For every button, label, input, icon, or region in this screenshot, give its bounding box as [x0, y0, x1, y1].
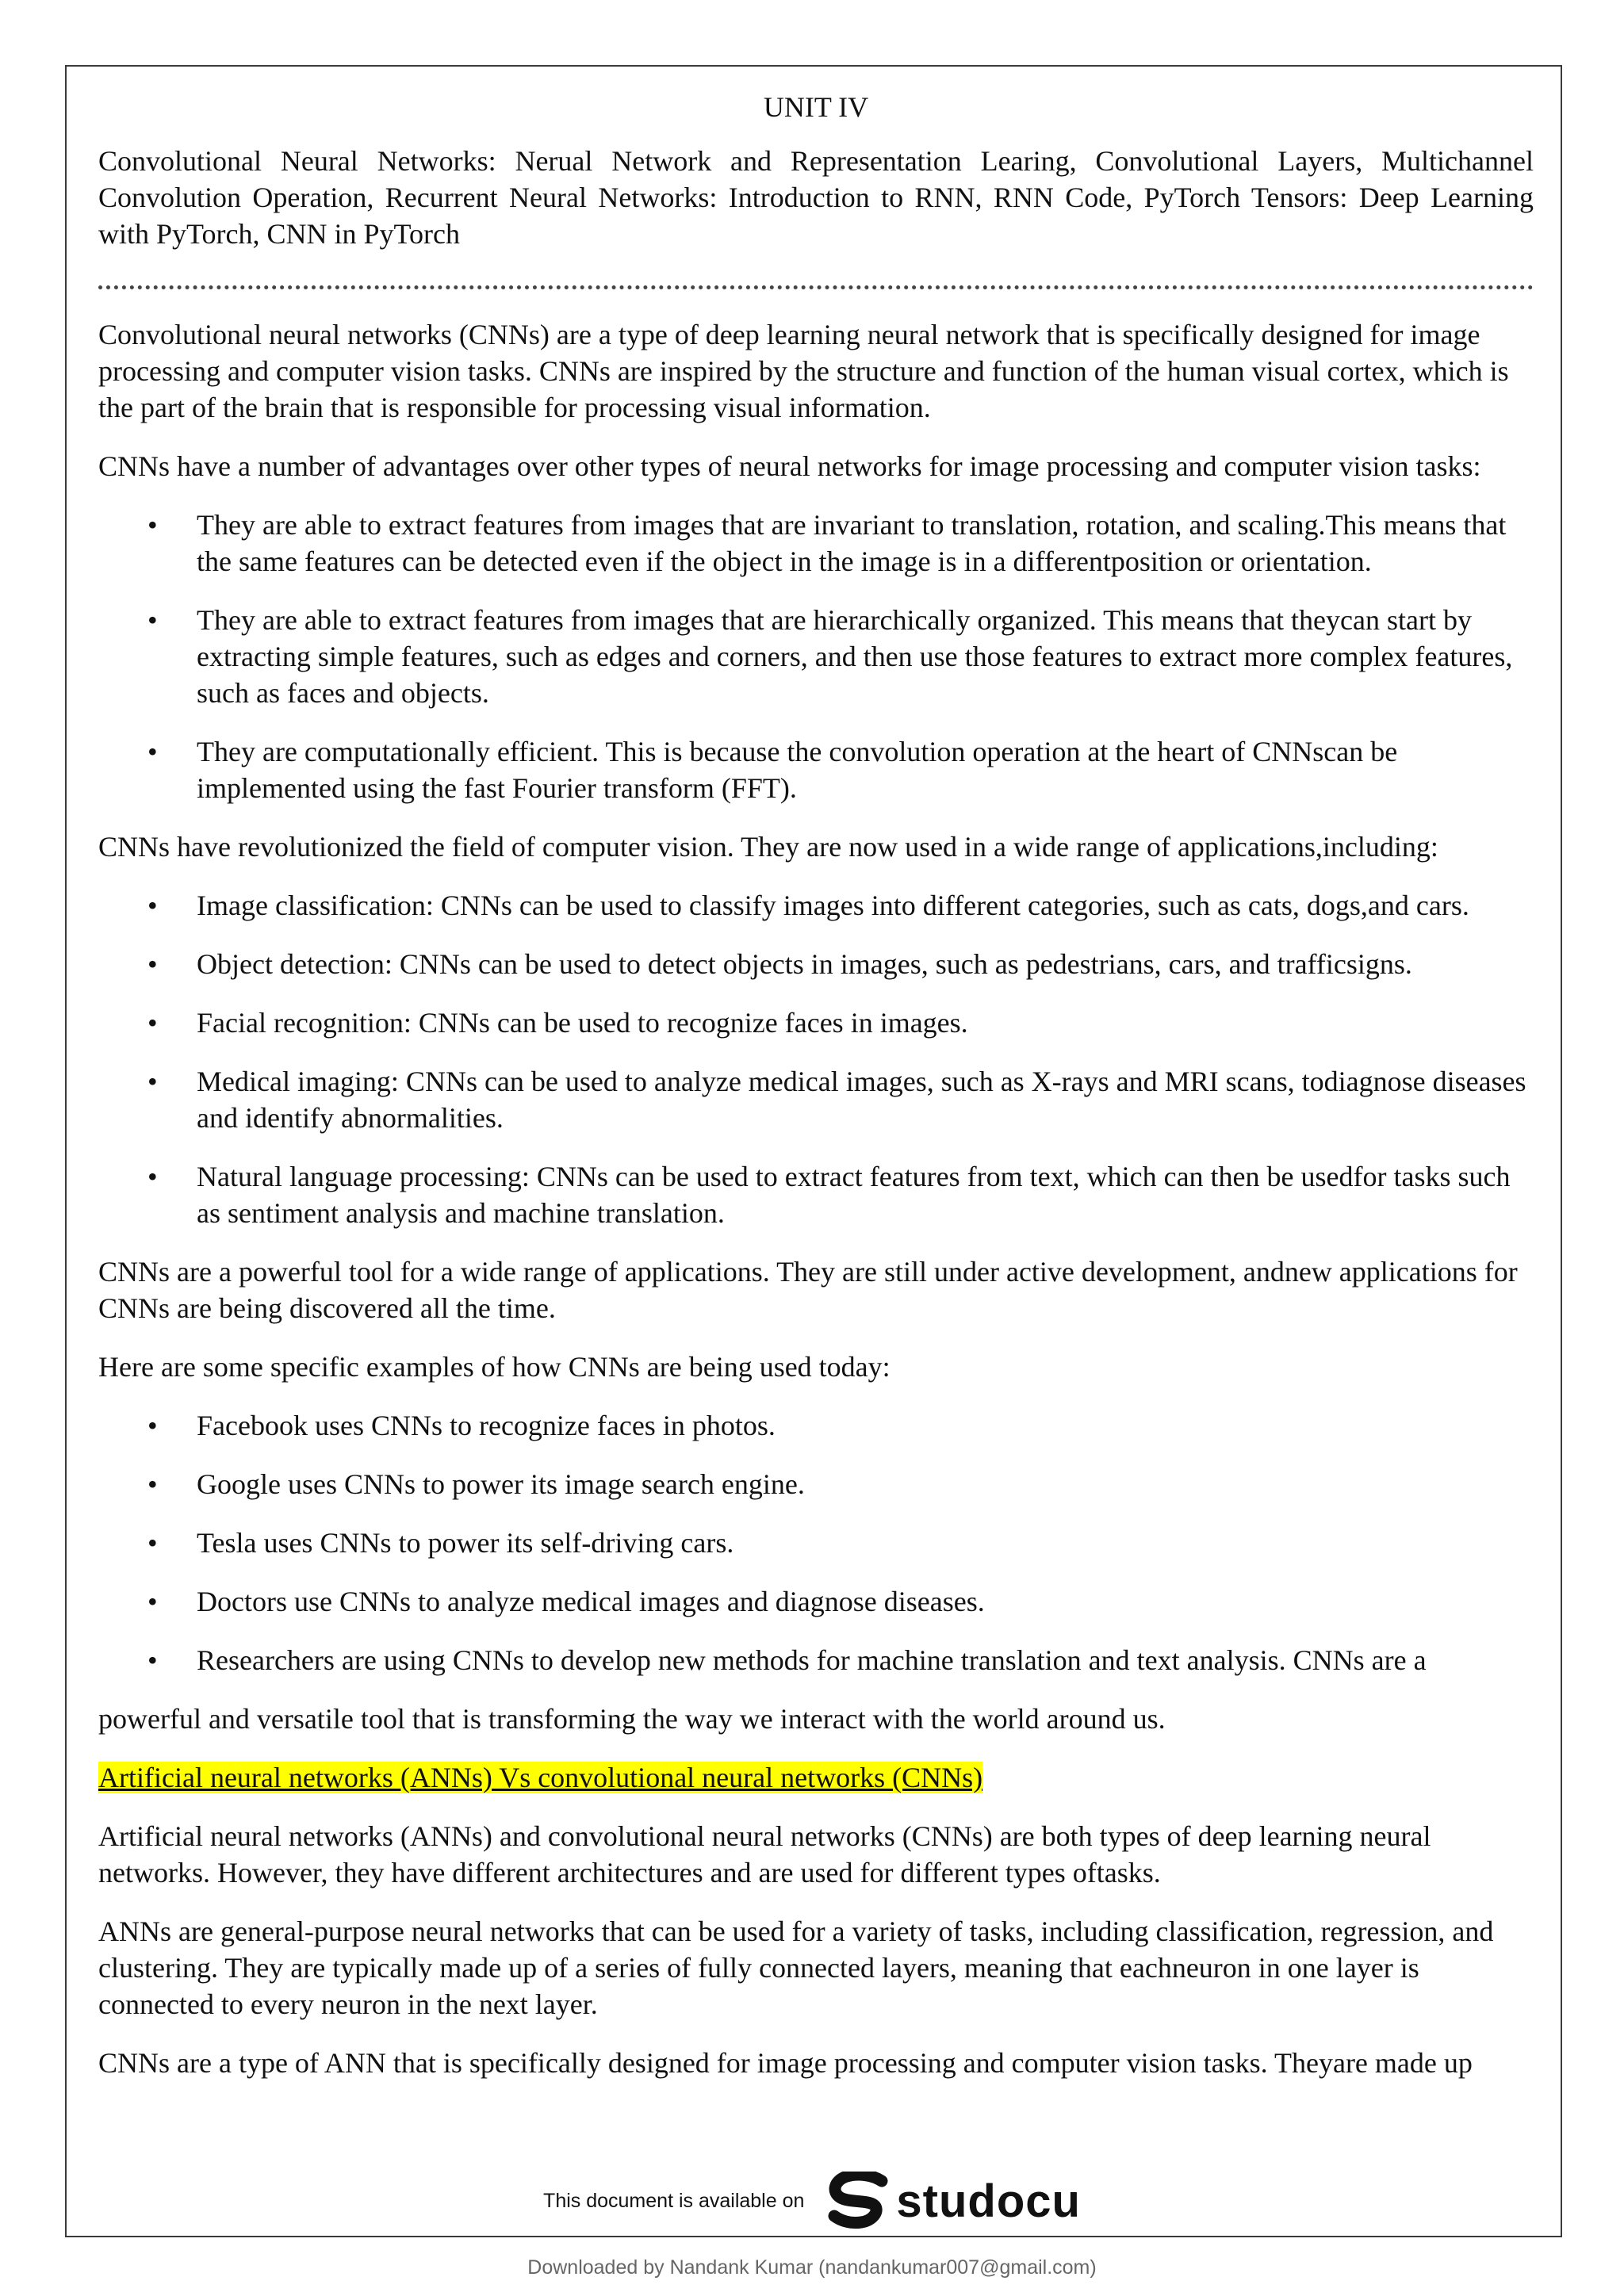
applications-list [98, 887, 1534, 1231]
studocu-footer [0, 2177, 1624, 2225]
examples-list [98, 1407, 1534, 1678]
list-item: • Tesla uses CNNs to power its self-driving cars. [98, 1525, 1534, 1561]
download-attribution: Downloaded by Nandank Kumar (nandankumar007@gmail.com) [527, 2256, 1097, 2279]
list-item: • Medical imaging: CNNs can be used to analyze medical images, such as X-rays and MRI scans, todiagnose diseases and identify abnormalities. [98, 1063, 1534, 1136]
unit-title: UNIT IV [763, 91, 869, 123]
comparison-paragraph: Artificial neural networks (ANNs) and convolutional neural networks (CNNs) are both types of deep learning neural networks. However, they have different architectures and are used for different types oftasks. [98, 1820, 1431, 1888]
list-item: • Facial recognition: CNNs can be used to recognize faces in images. [98, 1004, 1534, 1041]
list-item: • Facebook uses CNNs to recognize faces in photos. [98, 1407, 1534, 1444]
list-item: • They are able to extract features from images that are hierarchically organized. This means that theycan start by extracting simple features, such as edges and corners, and then use those features to extract more complex features, such as faces and objects. [98, 602, 1534, 711]
examples-continuation: powerful and versatile tool that is transforming the way we interact with the world around us. [98, 1703, 1166, 1735]
list-item: • They are able to extract features from images that are invariant to translation, rotation, and scaling.This means that the same features can be detected even if the object in the image is in a differentposition or orientation. [98, 507, 1534, 580]
list-item: • Doctors use CNNs to analyze medical images and diagnose diseases. [98, 1583, 1534, 1620]
list-item: • They are computationally efficient. This is because the convolution operation at the heart of CNNscan be implemented using the fast Fourier transform (FFT). [98, 733, 1534, 806]
studocu-wordmark: studocu [896, 2175, 1081, 2227]
list-item: • Google uses CNNs to power its image search engine. [98, 1466, 1534, 1502]
list-item: • Natural language processing: CNNs can be used to extract features from text, which can then be usedfor tasks such as sentiment analysis and machine translation. [98, 1158, 1534, 1231]
studocu-logo-icon [826, 2172, 891, 2230]
advantages-intro: CNNs have a number of advantages over other types of neural networks for image processing and computer vision tasks: [98, 450, 1481, 482]
section-heading-wrap [98, 1759, 1534, 1796]
summary-paragraph: CNNs are a powerful tool for a wide range of applications. They are still under active development, andnew applications for CNNs are being discovered all the time. [98, 1256, 1518, 1324]
document-body [98, 89, 1534, 2103]
section-heading: Artificial neural networks (ANNs) Vs convolutional neural networks (CNNs) [98, 1762, 983, 1793]
intro-paragraph: Convolutional neural networks (CNNs) are a type of deep learning neural network that is specifically designed for image processing and computer vision tasks. CNNs are inspired by the structure and function of the human visual cortex, which is the part of the brain that is responsible for processing visual information. [98, 319, 1509, 423]
list-item: • Image classification: CNNs can be used to classify images into different categories, such as cats, dogs,and cars. [98, 887, 1534, 924]
applications-intro: CNNs have revolutionized the field of computer vision. They are now used in a wide range of applications,including: [98, 831, 1438, 863]
advantages-list [98, 507, 1534, 806]
examples-intro: Here are some specific examples of how CNNs are being used today: [98, 1351, 891, 1383]
syllabus-text: Convolutional Neural Networks: Nerual Network and Representation Learing, Convolutional Layers, Multichannel Convolution Operation, Recurrent Neural Networks: Introduction to RNN, RNN Code, PyTorch Tensors: Deep Learning with PyTorch, CNN in PyTorch [98, 145, 1534, 250]
list-item: • Object detection: CNNs can be used to detect objects in images, such as pedestrians, cars, and trafficsigns. [98, 946, 1534, 982]
list-item: • Researchers are using CNNs to develop new methods for machine translation and text analysis. CNNs are a [98, 1642, 1534, 1678]
dotted-divider [98, 285, 1534, 289]
studocu-logo[interactable] [826, 2172, 1081, 2230]
cnn-paragraph: CNNs are a type of ANN that is specifically designed for image processing and computer vision tasks. Theyare made up [98, 2047, 1473, 2079]
availability-text: This document is available on [543, 2189, 805, 2212]
ann-paragraph: ANNs are general-purpose neural networks that can be used for a variety of tasks, including classification, regression, and clustering. They are typically made up of a series of fully connected layers, meaning that eachneuron in one layer is connected to every neuron in the next layer. [98, 1915, 1494, 2020]
